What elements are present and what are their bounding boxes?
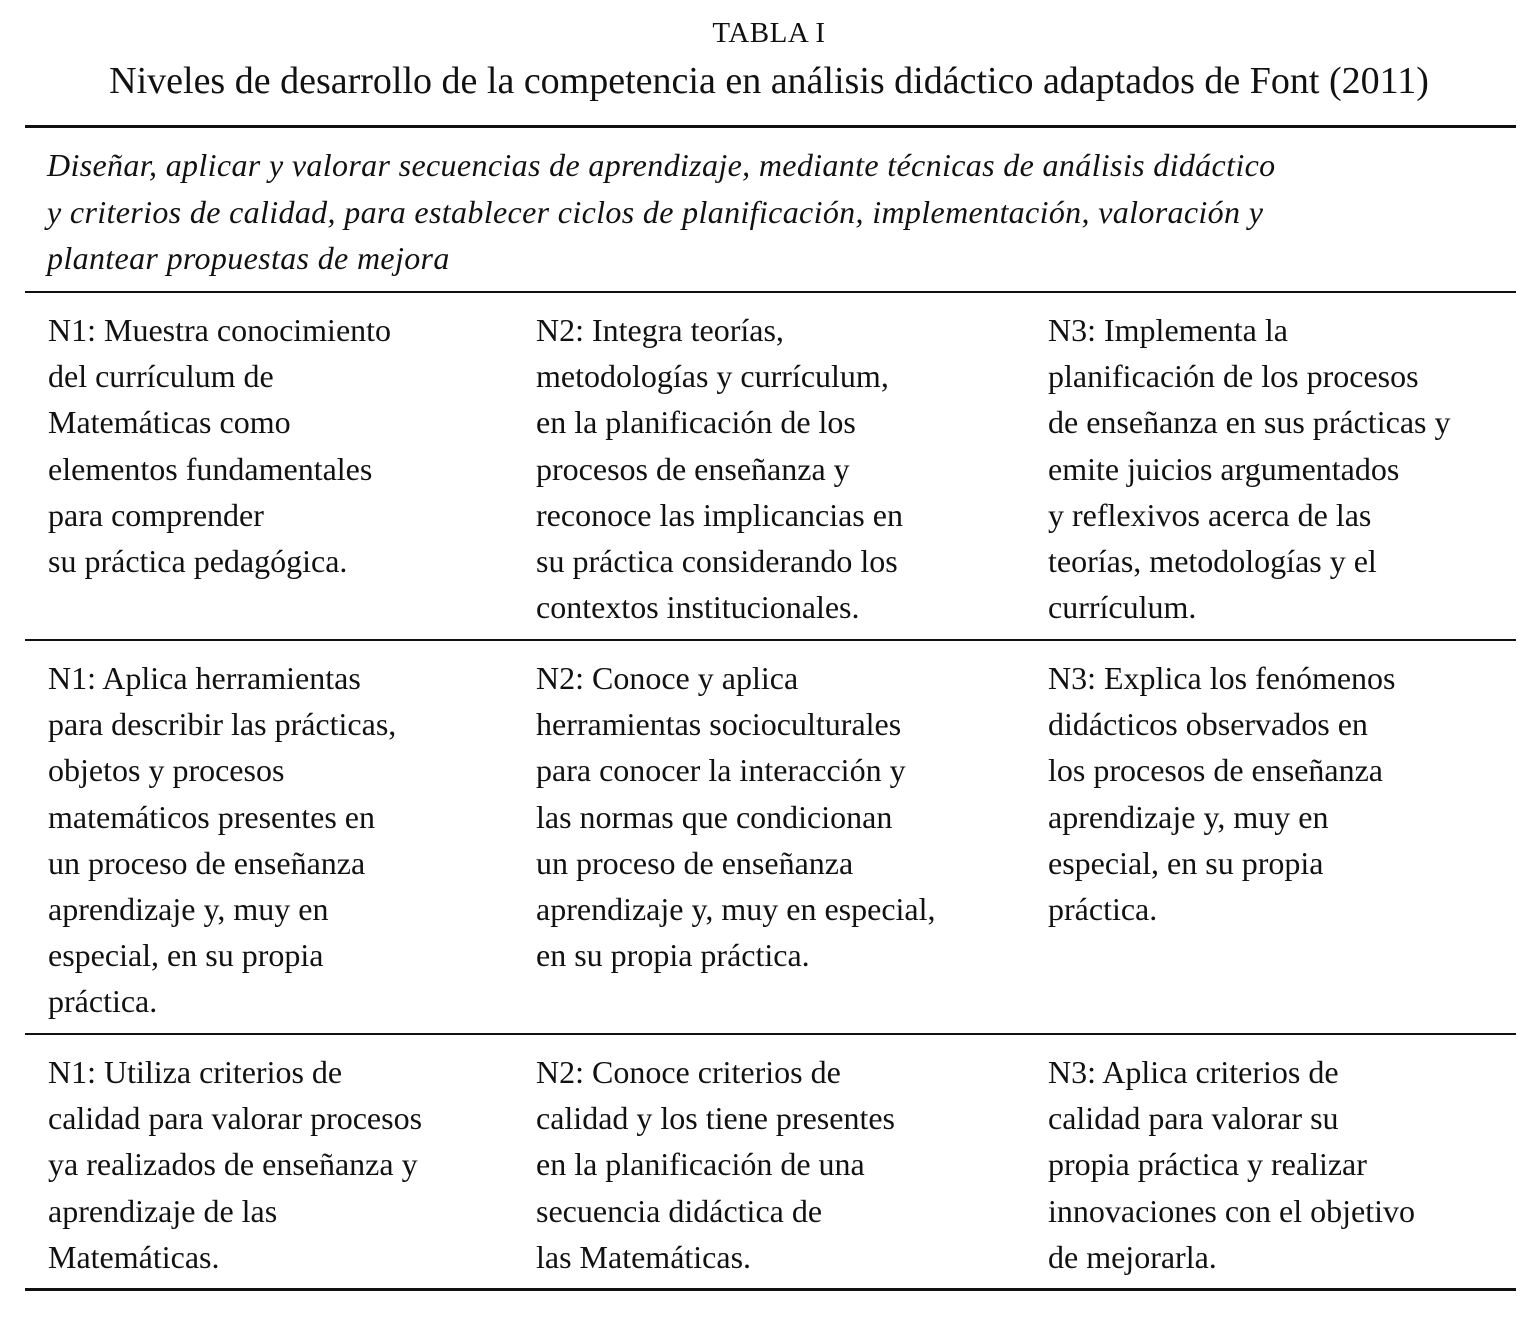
cell-line: en su propia práctica.: [536, 937, 810, 974]
cell-line: innovaciones con el objetivo: [1048, 1192, 1416, 1229]
cell-line: las Matemáticas.: [536, 1238, 752, 1275]
cell-line: N2: Conoce criterios de: [536, 1054, 841, 1090]
cell-line: teorías, metodologías y el: [1048, 543, 1377, 580]
cell-line: matemáticos presentes en: [48, 798, 375, 835]
cell-row2-n1: [48, 655, 396, 1025]
cell-line: un proceso de enseñanza: [48, 844, 366, 881]
cell-line: propia práctica y realizar: [1048, 1146, 1367, 1183]
cell-line: calidad y los tiene presentes: [536, 1100, 895, 1137]
cell-line: N3: Explica los fenómenos: [1048, 660, 1396, 696]
cell-line: procesos de enseñanza y: [536, 450, 850, 487]
cell-line: currículum.: [1048, 589, 1197, 626]
cell-line: las normas que condicionan: [536, 798, 893, 835]
cell-line: N1: Aplica herramientas: [48, 660, 361, 696]
cell-line: del currículum de: [48, 358, 274, 395]
table-label: TABLA I: [712, 17, 826, 49]
cell-line: especial, en su propia: [48, 937, 324, 974]
cell-row3-n3: [1048, 1049, 1415, 1280]
cell-line: emite juicios argumentados: [1048, 450, 1400, 487]
cell-line: didácticos observados en: [1048, 706, 1368, 743]
cell-line: N3: Aplica criterios de: [1048, 1054, 1339, 1090]
row-divider: [25, 291, 1516, 293]
cell-line: N1: Utiliza criterios de: [48, 1054, 343, 1090]
cell-line: en la planificación de una: [536, 1146, 865, 1183]
cell-line: especial, en su propia: [1048, 844, 1324, 881]
cell-line: aprendizaje y, muy en: [48, 891, 329, 928]
cell-line: herramientas socioculturales: [536, 706, 902, 743]
cell-line: de enseñanza en sus prácticas y: [1048, 404, 1451, 441]
cell-line: calidad para valorar su: [1048, 1100, 1339, 1137]
cell-line: Matemáticas.: [48, 1238, 220, 1275]
cell-line: para conocer la interacción y: [536, 752, 906, 789]
cell-line: reconoce las implicancias en: [536, 496, 903, 533]
cell-line: elementos fundamentales: [48, 450, 373, 487]
cell-line: metodologías y currículum,: [536, 358, 889, 395]
cell-line: para comprender: [48, 496, 264, 533]
cell-line: planificación de los procesos: [1048, 358, 1419, 395]
cell-line: en la planificación de los: [536, 404, 856, 441]
cell-line: su práctica considerando los: [536, 543, 898, 580]
description-line: Diseñar, aplicar y valorar secuencias de aprendizaje, mediante técnicas de análisis didáctico: [47, 147, 1276, 183]
cell-line: ya realizados de enseñanza y: [48, 1146, 418, 1183]
cell-line: objetos y procesos: [48, 752, 285, 789]
cell-row1-n1: [48, 307, 391, 584]
cell-line: y reflexivos acerca de las: [1048, 496, 1372, 533]
cell-line: práctica.: [48, 983, 158, 1020]
cell-row1-n3: [1048, 307, 1450, 630]
cell-line: contextos institucionales.: [536, 589, 860, 626]
cell-row3-n1: [48, 1049, 422, 1280]
cell-line: aprendizaje y, muy en: [1048, 798, 1329, 835]
bottom-rule: [25, 1288, 1516, 1291]
cell-line: su práctica pedagógica.: [48, 543, 348, 580]
description-line: y criterios de calidad, para establecer ciclos de planificación, implementación, valoración y: [47, 193, 1264, 230]
row-divider: [25, 1033, 1516, 1035]
cell-line: N2: Conoce y aplica: [536, 660, 799, 696]
table-title: Niveles de desarrollo de la competencia en análisis didáctico adaptados de Font (2011): [109, 60, 1429, 102]
cell-line: N1: Muestra conocimiento: [48, 312, 392, 348]
row-divider: [25, 639, 1516, 641]
cell-line: calidad para valorar procesos: [48, 1100, 423, 1137]
cell-line: aprendizaje y, muy en especial,: [536, 891, 936, 928]
cell-line: un proceso de enseñanza: [536, 844, 854, 881]
cell-line: Matemáticas como: [48, 404, 291, 441]
cell-line: N2: Integra teorías,: [536, 312, 784, 348]
cell-line: los procesos de enseñanza: [1048, 752, 1383, 789]
competence-description: [47, 142, 1507, 282]
description-line: plantear propuestas de mejora: [47, 240, 450, 276]
top-rule: [25, 125, 1516, 128]
cell-line: aprendizaje de las: [48, 1192, 278, 1229]
cell-row2-n2: [536, 655, 936, 978]
cell-row1-n2: [536, 307, 903, 630]
cell-line: N3: Implementa la: [1048, 312, 1288, 348]
cell-row2-n3: [1048, 655, 1395, 932]
cell-line: para describir las prácticas,: [48, 706, 397, 743]
cell-line: secuencia didáctica de: [536, 1192, 823, 1229]
cell-line: práctica.: [1048, 891, 1158, 928]
cell-row3-n2: [536, 1049, 895, 1280]
cell-line: de mejorarla.: [1048, 1238, 1217, 1275]
